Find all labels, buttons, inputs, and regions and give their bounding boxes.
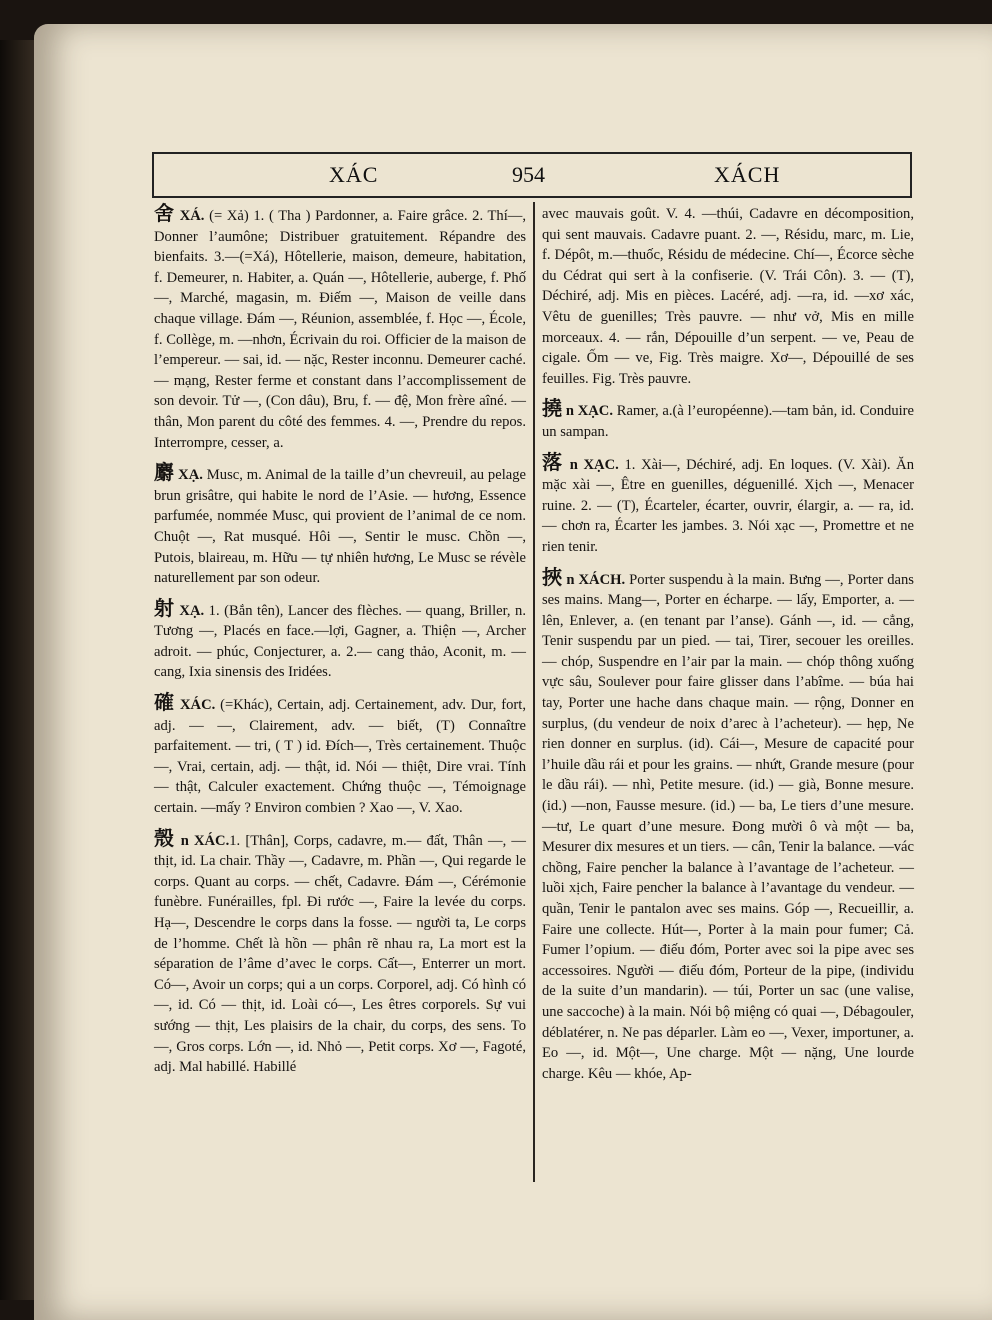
entry-text: 1. [Thân], Corps, cadavre, m.— đất, Thân —, — thịt, id. La chair. Thầy —, Cadavre, m. Phần —, Qui regarde le corps. Quant au corps. — chết, Cadavre. Đám —, Cérémonie funèbre. Funérailles, fpl. Đi rước —, Faire la levée du corps. Hạ—, Descendre le corps dans la fosse. — người ta, Le corps de l’homme. Chết là hồn — phân rẽ nhau ra, La mort est la séparation de l’âme d’avec le corps. Cất—, Enterrer un mort. Có—, Avoir un corps; qui a un corps. Corporel, adj. Có hình có —, id. Có — thịt, id. Loài có—, Les êtres corporels. Sự vui sướng — thịt, Les plaisirs de la chair, du corps, des sens. To —, Gros corps. Lớn —, id. Nhỏ —, Petit corps. Xơ —, Fagoté, adj. Mal habillé. Habillé [154,832,526,1076]
chinese-character: 落 [542,451,565,474]
dictionary-entry [542,568,914,1085]
header-right-word: XÁCH [714,162,781,187]
page-number: 954 [512,162,545,187]
headword: XẠ. [179,602,205,619]
chinese-character: 舍 [154,203,176,225]
dictionary-entry [154,693,526,819]
headword: XÁC. [180,697,216,714]
chinese-character: 射 [154,597,175,620]
headword: n XÁCH. [566,571,626,588]
chinese-character: 殼 [154,827,176,850]
chinese-character: 確 [154,692,176,715]
headword: n XẠC. [569,456,619,473]
entry-text: 1. Xài—, Déchiré, adj. En loques. (V. Xài). Ăn mặc xài —, Être en guenilles, déguenillé. Xịch —, Menacer ruine. 2. — (T), Écarteler, écarter, ouvrir, élargir, a. — ra, id. — chơn ra, Écarter les jambes. 3. Nói xạc —, Promettre et ne rien tenir. [542,456,914,555]
dictionary-entry-continued [542,204,914,389]
headword: n XẠC. [565,403,613,420]
dictionary-entry [542,399,914,442]
right-column [542,204,914,1094]
entry-text: 1. (Bắn tên), Lancer des flèches. — quang, Briller, n. Tương —, Placés en face.—lợi, Gagner, a. Thiện —, Archer adroit. — phúc, Conjecturer, a. 2.— cang thảo, Aconit, m. — cang, Ixia sinensis des Iridées. [154,602,527,681]
left-column [154,204,526,1088]
chinese-character: 挾 [542,566,563,589]
column-divider [533,202,535,1182]
headword: XÁ. [179,208,205,224]
dictionary-entry [154,599,526,683]
dictionary-entry [154,463,526,589]
headword: XẠ. [178,467,203,484]
dictionary-entry [154,204,526,453]
entry-text: (= Xả) 1. ( Tha ) Pardonner, a. Faire grâce. 2. Thí—, Donner l’aumône; Distribuer gratuitement. Répandre des bienfaits. 3.—(=Xá), Hôtellerie, maison, demeure, habitation, f. Demeurer, n. Habiter, a. Quán —, Hôtellerie, auberge, f. Phố—, Marché, magasin, m. Điếm —, Maison de veille dans chaque village. Đám —, Réunion, assemblée, f. Học —, École, f. Collège, m. —nhơn, Écrivain du roi. Officier de la maison de l’empereur. — sai, id. — nặc, Rester inconnu. Demeurer caché. — mạng, Rester ferme et constant dans l’accomplissement de son devoir. Tử —, (Con dâu), Bru, f. — đệ, Mon frère aîné. —thân, Mon parent du côté des femmes. 4. —, Prendre du repos. Interrompre, cesser, a. [154,208,527,451]
entry-text: Porter suspendu à la main. Bưng —, Porter dans ses mains. Mang—, Porter en écharpe. — lấy, Emporter, a. — lên, Enlever, a. (en tenant par l’anse). Gánh —, id. — cẳng, Tenir suspendu par un pied. — tai, Tirer, secouer les oreilles. — chóp, Suspendre en l’air par la main. — chóp thông xuống vực sâu, Soulever pour faire glisser dans l’abîme. — búa hai tay, Porter une hache dans chaque main. — rộng, Donner en surplus, (du vendeur de noix d’arec à l’acheteur). — hẹp, Ne rien donner en surplus. (id). Cái—, Mesure de capacité pour l’huile dầu rái et pour les grains. — nhứt, Grande mesure (pour le dầu rái). — nhì, Petite mesure. (id.) — già, Bonne mesure. (id.) —non, Fausse mesure. (id.) — ba, Le tiers d’une mesure. —tư, Le quart d’une mesure. Đong mười ô và một — ba, Mesurer dix mesures et un tiers. — cân, Tenir la balance. —vác chồng, Faire pencher la balance à l’avantage de l’acheteur. —luồi xịch, Faire pencher la balance à l’avantage du vendeur. — quần, Tenir le pantalon avec ses mains. Góp —, Recueillir, a. Faire une collecte. Hút—, Porter à la main pour fumer; Cả. Fumer l’opium. — điếu đóm, Porter avec soi la pipe avec ses accessoires. Người — điếu đóm, Porteur de la pipe, (individu de la suite d’un mandarin). — túi, Porter un sac (une valise, une saccoche) à la main. Nói bộ miệng có quai —, Débagouler, déblatérer, n. Ne pas déparler. Làm eo —, Vexer, importuner, a. Eo —, id. Một—, Une charge. Một — nặng, Une lourde charge. Kêu — khóe, Ap- [542,571,914,1082]
entry-text: Ramer, a.(à l’européenne).—tam bản, id. Conduire un sampan. [542,403,915,440]
dictionary-entry [542,453,914,558]
dictionary-entry [154,829,526,1078]
entry-text: Musc, m. Animal de la taille d’un chevreuil, au pelage brun grisâtre, qui habite le nord de l’Asie. — hương, Essence parfumée, nommée Musc, qui provient de l’animal de ce nom. Chuột —, Rat musqué. Hôi —, Sentir le musc. Chồn —, Putois, blaireau, m. Hữu — tự nhiên hương, Le Musc se révèle naturellement par son odeur. [154,467,527,587]
headword: n XÁC. [180,832,230,849]
page-header [152,152,912,198]
chinese-character: 撓 [542,398,563,421]
header-left-word: XÁC [329,162,379,187]
entry-text: (=Khác), Certain, adj. Certainement, adv. Dur, fort, adj. — —, Clairement, adv. — biết, (T) Connaître parfaitement. — tri, ( T ) id. Đích—, Très certainement. Thuộc —, Vrai, certain, adj. — thật, id. Nói — thiệt, Dire vrai. Tính — thật, Calculer exactement. Chứng thuộc —, Témoignage certain. —mấy ? Environ combien ? Xao —, V. Xao. [154,697,526,817]
chinese-character: 麝 [154,462,175,485]
entry-text: avec mauvais goût. V. 4. —thúi, Cadavre en décomposition, qui sent mauvais. Cadavre puant. 2. —, Résidu, marc, m. Lie, f. Dépôt, m.—thuốc, Résidu de médecine. Chí—, Écorce sèche du Cédrat qui sert à la confiserie. (V. Trái Côn). 3. — (T), Déchiré, adj. Mis en pièces. Lacéré, adj. —ra, id. —xơ xác, Vêtu de guenilles; Très pauvre. — như vở, Mis en mille morceaux. 4. — rắn, Dépouille d’un serpent. — ve, Peau de cigale. Ốm — ve, Fig. Très maigre. Xơ—, Dépouillé de ses feuilles. Fig. Très pauvre. [542,206,914,387]
